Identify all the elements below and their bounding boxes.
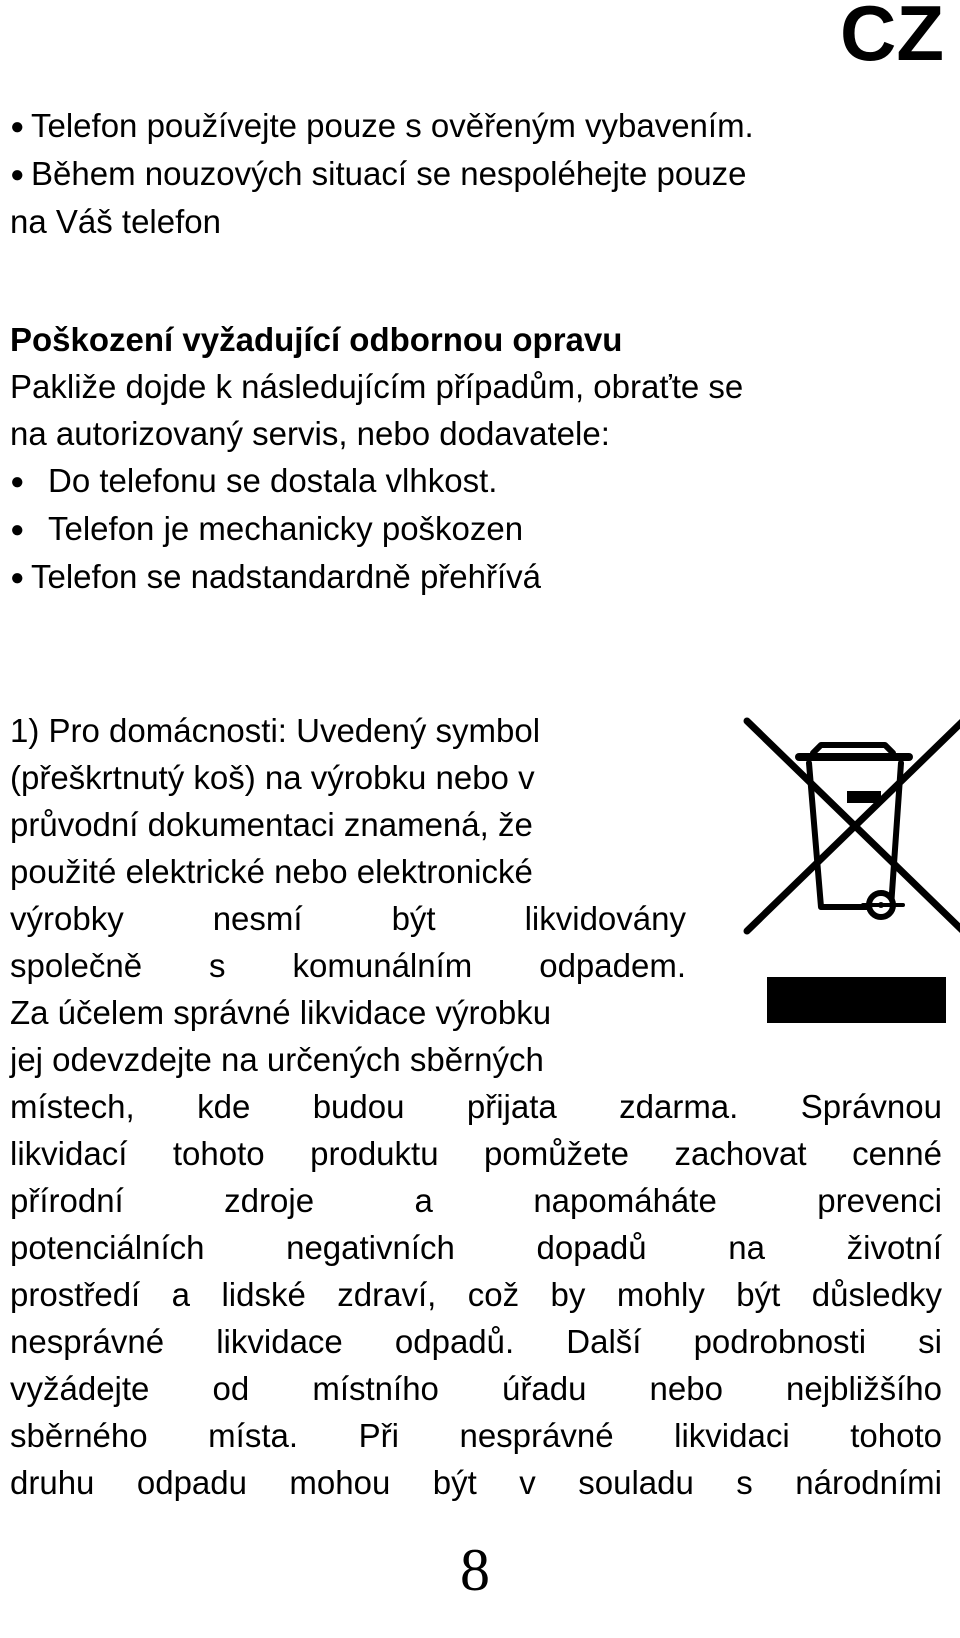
bullet-item bbox=[10, 150, 942, 198]
paragraph-line: vyžádejte od místního úřadu nebo nejbližšího bbox=[10, 1370, 942, 1407]
bullet-text: Během nouzových situací se nespoléhejte pouze bbox=[31, 155, 747, 192]
black-bar-marker bbox=[767, 977, 946, 1023]
language-code: CZ bbox=[840, 0, 944, 77]
page-content bbox=[10, 102, 942, 1506]
bullet-item bbox=[10, 102, 942, 150]
paragraph-line: potenciálních negativních dopadů na životní bbox=[10, 1229, 942, 1266]
paragraph-line: jej odevzdejte na určených sběrných bbox=[10, 1041, 544, 1078]
weee-text-beside-icon bbox=[10, 707, 686, 1083]
spacer bbox=[10, 601, 942, 707]
bullet-text: Telefon se nadstandardně přehřívá bbox=[31, 558, 542, 595]
bullet-dot-icon: ● bbox=[10, 516, 25, 543]
paragraph-line: průvodní dokumentaci znamená, že bbox=[10, 806, 533, 843]
paragraph-line: Za účelem správné likvidace výrobku bbox=[10, 994, 552, 1031]
bullet-text: Do telefonu se dostala vlhkost. bbox=[48, 462, 498, 499]
section-heading: Poškození vyžadující odbornou opravu bbox=[10, 321, 623, 358]
page-number: 8 bbox=[460, 1537, 490, 1603]
paragraph-line: společně s komunálním odpadem. bbox=[10, 947, 686, 984]
bullet-dot-icon: ● bbox=[10, 161, 25, 188]
crossed-out-wheelie-bin-icon bbox=[743, 717, 960, 935]
paragraph-line: druhu odpadu mohou být v souladu s národními bbox=[10, 1464, 942, 1501]
bullet-dot-icon: ● bbox=[10, 564, 25, 591]
paragraph-line: místech, kde budou přijata zdarma. Správnou bbox=[10, 1088, 942, 1125]
spacer bbox=[10, 245, 942, 316]
paragraph-line: nesprávné likvidace odpadů. Další podrobnosti si bbox=[10, 1323, 942, 1360]
bullet-item bbox=[10, 505, 942, 553]
paragraph-line: 1) Pro domácnosti: Uvedený symbol bbox=[10, 712, 541, 749]
bullet-item bbox=[10, 457, 942, 505]
paragraph-line: Pakliže dojde k následujícím případům, obraťte se bbox=[10, 368, 744, 405]
bullet-dot-icon: ● bbox=[10, 468, 25, 495]
bullet-text: Telefon používejte pouze s ověřeným vybavením. bbox=[31, 107, 754, 144]
paragraph-line: výrobky nesmí být likvidovány bbox=[10, 900, 686, 937]
weee-paragraph bbox=[10, 707, 942, 1506]
paragraph-line: přírodní zdroje a napomáháte prevenci bbox=[10, 1182, 942, 1219]
paragraph-line: sběrného místa. Při nesprávné likvidaci tohoto bbox=[10, 1417, 942, 1454]
paragraph-line: (přeškrtnutý koš) na výrobku nebo v bbox=[10, 759, 535, 796]
paragraph-line: na autorizovaný servis, nebo dodavatele: bbox=[10, 415, 610, 452]
paragraph-line: likvidací tohoto produktu pomůžete zachovat cenné bbox=[10, 1135, 942, 1172]
bullet-continuation: na Váš telefon bbox=[10, 203, 221, 240]
bullet-text: Telefon je mechanicky poškozen bbox=[48, 510, 524, 547]
bullet-item bbox=[10, 553, 942, 601]
paragraph-line: použité elektrické nebo elektronické bbox=[10, 853, 533, 890]
paragraph-line: prostředí a lidské zdraví, což by mohly být důsledky bbox=[10, 1276, 942, 1313]
bullet-dot-icon: ● bbox=[10, 113, 25, 140]
